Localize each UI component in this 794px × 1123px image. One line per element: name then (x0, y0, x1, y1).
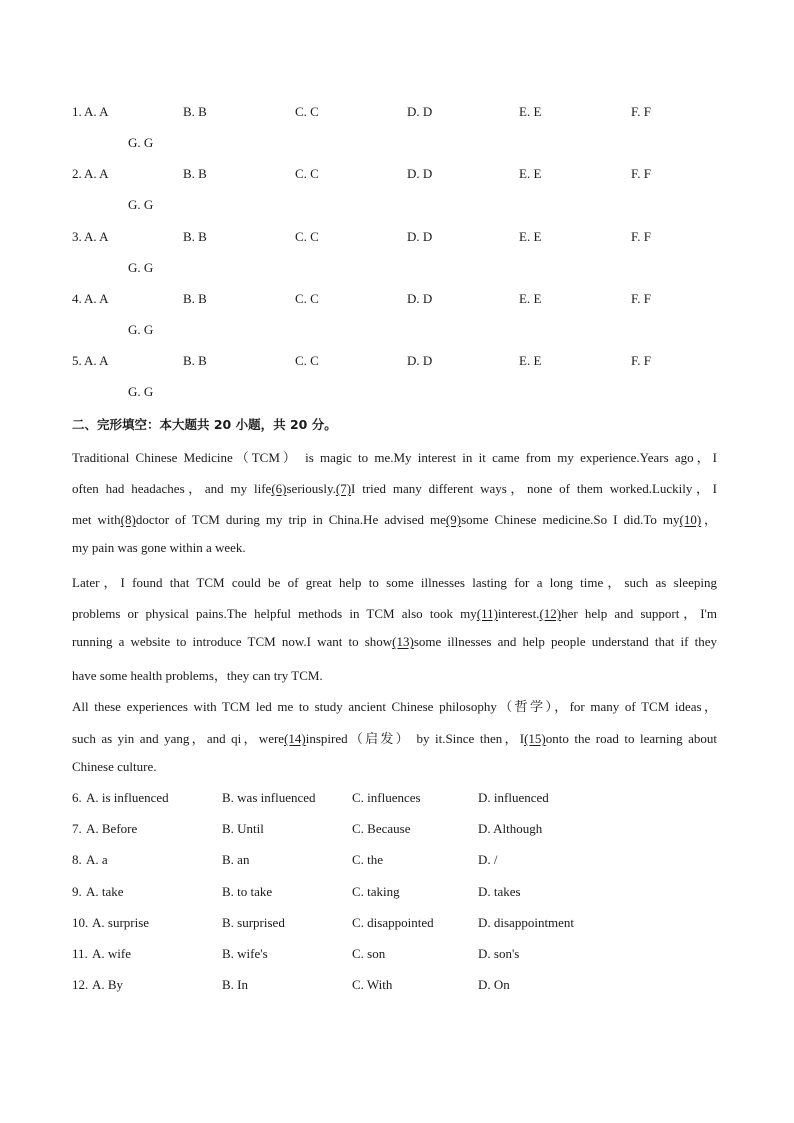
answer-option: D. disappointment (478, 914, 575, 930)
cloze-blank: (15) (524, 731, 546, 746)
question-number: 2. (72, 166, 82, 182)
answer-option: A. take (86, 883, 124, 899)
question-row (72, 104, 772, 124)
passage-text: seriously. (286, 481, 336, 496)
passage-text: such as yin and yang，and qi，were (72, 731, 285, 746)
passage-line (72, 540, 717, 556)
passage-line (72, 572, 717, 591)
passage-line (72, 447, 717, 466)
cloze-question (72, 946, 712, 966)
cloze-blank: (13) (392, 634, 414, 649)
question-number: 12. (72, 977, 89, 993)
answer-option: F. F (631, 353, 651, 369)
question-number: 9. (72, 883, 82, 899)
answer-option: F. F (631, 166, 651, 182)
question-row (72, 353, 772, 373)
cloze-question (72, 977, 712, 997)
answer-option: A. a (86, 852, 108, 868)
answer-option: F. F (631, 290, 651, 306)
cloze-blank: (8) (120, 512, 136, 527)
answer-option: C. disappointed (352, 914, 434, 930)
question-number: 5. (72, 353, 82, 369)
answer-option: D. D (407, 290, 433, 306)
answer-option: B. B (183, 353, 207, 369)
passage-line (72, 728, 717, 747)
answer-option: A. surprise (92, 914, 150, 930)
answer-option: C. taking (352, 883, 400, 899)
answer-option: D. D (407, 228, 433, 244)
answer-option: C. Because (352, 821, 411, 837)
answer-option: B. B (183, 166, 207, 182)
answer-option: A. A (84, 228, 109, 244)
answer-option: C. son (352, 946, 386, 961)
cloze-question (72, 915, 712, 935)
answer-option: D. D (407, 166, 433, 182)
cloze-question (72, 852, 712, 872)
passage-text: All these experiences with TCM led me to study ancient Chinese philosophy（哲学），for many of TCM ideas， (72, 699, 717, 714)
passage-text: onto the road to learning about (545, 731, 718, 746)
answer-option: B. wife's (222, 946, 268, 961)
answer-option: C. C (295, 290, 319, 306)
passage-text: Later，I found that TCM could be of great help to some illnesses lasting for a long time，such as sleeping (72, 575, 718, 590)
answer-option: G. G (128, 135, 154, 150)
passage-line (72, 696, 717, 715)
answer-option: E. E (519, 353, 542, 369)
answer-option: G. G (128, 384, 154, 400)
passage-line (72, 603, 717, 622)
cloze-blank: (9) (445, 512, 462, 527)
answer-option: B. surprised (222, 914, 285, 930)
cloze-blank: (11) (476, 606, 498, 621)
passage-text: Traditional Chinese Medicine（TCM） is magic to me.My interest in it came from my experience.Years ago，I (72, 450, 717, 465)
passage-text: often had headaches，and my life (72, 481, 272, 496)
passage-text: have some health problems，they can try TCM. (72, 668, 323, 683)
answer-option: A. A (84, 353, 109, 369)
passage-text: running a website to introduce TCM now.I want to show (72, 634, 393, 649)
passage-text: doctor of TCM during my trip in China.He advised me (135, 512, 446, 527)
answer-option: B. B (183, 104, 207, 119)
answer-option: G. G (128, 321, 154, 337)
answer-option: B. B (183, 290, 207, 306)
passage-text: Chinese culture. (72, 759, 157, 774)
answer-option: C. C (295, 166, 319, 182)
answer-option: F. F (631, 104, 651, 119)
answer-option: D. / (478, 852, 498, 868)
question-number: 3. (72, 228, 82, 244)
answer-option: D. takes (478, 883, 521, 899)
answer-option: A. A (84, 104, 109, 119)
answer-option: G. G (128, 197, 154, 213)
passage-text: I tried many different ways，none of them worked.Luckily，I (351, 481, 717, 496)
answer-option: B. B (183, 228, 207, 244)
passage-text: ， (701, 512, 717, 527)
cloze-blank: (12) (539, 606, 562, 621)
question-number: 7. (72, 821, 82, 837)
cloze-question (72, 884, 712, 904)
cloze-blank: (7) (335, 481, 352, 496)
answer-option: A. A (84, 290, 109, 306)
answer-option: F. F (631, 228, 651, 244)
question-number: 4. (72, 290, 82, 306)
answer-option: C. C (295, 228, 319, 244)
answer-option: G. G (128, 259, 154, 275)
answer-option: B. In (222, 977, 248, 993)
answer-option: C. C (295, 353, 319, 369)
answer-option: E. E (519, 228, 542, 244)
cloze-blank: (6) (271, 481, 287, 496)
passage-line (72, 665, 717, 684)
question-number: 8. (72, 852, 82, 868)
question-row (72, 229, 772, 249)
answer-option: C. influences (352, 790, 421, 805)
question-row (72, 291, 772, 311)
passage-line (72, 759, 717, 775)
cloze-question (72, 821, 712, 841)
answer-option: C. With (352, 977, 393, 993)
answer-option: B. to take (222, 883, 273, 899)
answer-option: D. D (407, 353, 433, 369)
passage-text: inspired（启发） by it.Since then，I (305, 731, 525, 746)
cloze-blank: (14) (284, 731, 306, 746)
answer-option: D. son's (478, 946, 520, 961)
question-number: 1. (72, 104, 82, 119)
answer-option: A. wife (92, 946, 131, 961)
answer-option: A. is influenced (86, 790, 169, 805)
section-heading-cloze: 二、完形填空：本大题共 20 小题，共 20 分。 (72, 417, 337, 432)
answer-option: B. was influenced (222, 790, 316, 805)
passage-line (72, 634, 717, 650)
question-number: 6. (72, 790, 82, 805)
answer-option: B. Until (222, 821, 264, 837)
answer-option: E. E (519, 166, 542, 182)
answer-option: D. Although (478, 821, 543, 837)
cloze-blank: (10) (679, 512, 702, 527)
passage-text: met with (72, 512, 121, 527)
question-number: 11. (72, 946, 88, 961)
passage-text: some Chinese medicine.So I did.To my (461, 512, 680, 527)
answer-option: E. E (519, 290, 542, 306)
passage-line (72, 509, 717, 528)
cloze-question (72, 790, 712, 810)
answer-option: C. C (295, 104, 319, 119)
answer-option: C. the (352, 852, 384, 868)
question-number: 10. (72, 914, 89, 930)
answer-option: E. E (519, 104, 542, 119)
passage-text: my pain was gone within a week. (72, 540, 246, 555)
answer-option: D. influenced (478, 790, 549, 805)
answer-option: A. A (84, 166, 109, 182)
answer-option: B. an (222, 852, 250, 868)
passage-text: interest. (497, 606, 540, 621)
passage-line (72, 478, 717, 497)
answer-option: D. On (478, 977, 510, 993)
question-row (72, 166, 772, 186)
answer-option: A. By (92, 977, 124, 993)
passage-text: some illnesses and help people understand that if they (413, 634, 717, 649)
passage-text: problems or physical pains.The helpful methods in TCM also took my (72, 606, 477, 621)
answer-option: A. Before (86, 821, 138, 837)
answer-option: D. D (407, 104, 433, 119)
passage-text: her help and support，I'm (561, 606, 717, 621)
